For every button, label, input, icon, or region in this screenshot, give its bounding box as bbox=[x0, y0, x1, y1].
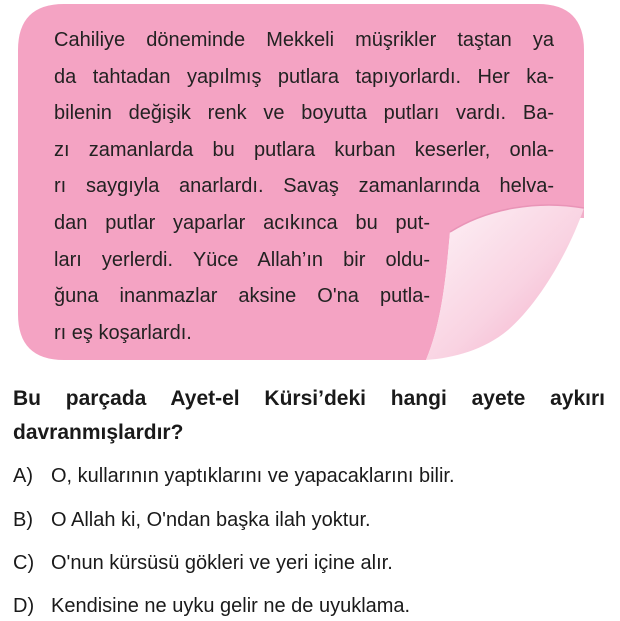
option-a[interactable] bbox=[13, 462, 613, 490]
passage-line: bilenin değişik renk ve boyutta putları vardı. Ba- bbox=[54, 102, 554, 125]
option-b[interactable] bbox=[13, 506, 613, 534]
passage-line: rı eş koşarlardı. bbox=[54, 321, 192, 344]
passage-line: Cahiliye döneminde Mekkeli müşrikler taştan ya bbox=[54, 29, 554, 51]
passage-line: dan putlar yaparlar acıkınca bu put- bbox=[54, 211, 430, 234]
note-card bbox=[18, 4, 584, 360]
passage-text bbox=[54, 22, 554, 351]
option-text: Kendisine ne uyku gelir ne de uyuklama. bbox=[51, 595, 411, 617]
option-d[interactable] bbox=[13, 592, 613, 620]
option-letter: C) bbox=[13, 552, 35, 574]
question-stem bbox=[13, 382, 605, 450]
option-text: O Allah ki, O'ndan başka ilah yoktur. bbox=[51, 509, 371, 531]
passage-line: zı zamanlarda bu putlara kurban keserler, onla- bbox=[54, 138, 554, 161]
passage-line: da tahtadan yapılmış putlara tapıyorlardı. Her ka- bbox=[54, 65, 554, 88]
question-line: davranmışlardır? bbox=[13, 421, 184, 444]
passage-line: ğuna inanmazlar aksine O'na putla- bbox=[54, 285, 430, 308]
option-letter: B) bbox=[13, 509, 33, 531]
option-c[interactable] bbox=[13, 549, 613, 577]
option-text: O'nun kürsüsü gökleri ve yeri içine alır. bbox=[51, 552, 393, 574]
passage-line: ları yerlerdi. Yüce Allah’ın bir oldu- bbox=[54, 248, 430, 271]
option-letter: D) bbox=[13, 595, 35, 617]
option-text: O, kullarının yaptıklarını ve yapacaklarını bilir. bbox=[51, 465, 455, 487]
passage-line: rı saygıyla anarlardı. Savaş zamanlarında helva- bbox=[54, 175, 554, 198]
question-line: Bu parçada Ayet-el Kürsi’deki hangi ayete aykırı bbox=[13, 387, 605, 410]
option-letter: A) bbox=[13, 465, 33, 487]
